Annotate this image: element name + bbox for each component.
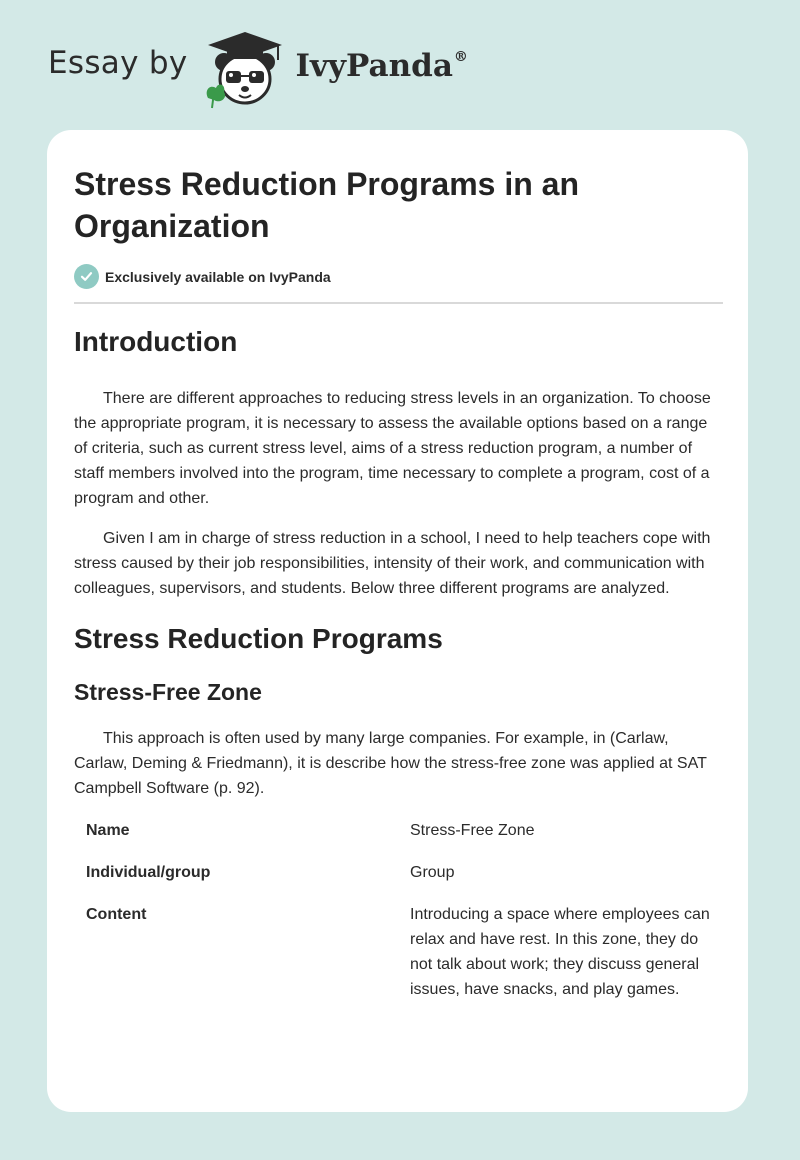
intro-paragraph-2: Given I am in charge of stress reduction in a school, I need to help teachers cope with stress caused by their job responsibilities, intensity of their work, and communication with colleagues, supervisors, and students. Below three different programs are analyzed. (74, 530, 711, 597)
essay-by-label: Essay by (48, 45, 188, 81)
registered-mark: ® (453, 48, 468, 65)
panda-graduate-logo-icon (202, 28, 288, 110)
exclusive-badge (74, 264, 331, 289)
article-card (47, 130, 748, 1112)
table-value-individual-group: Group (410, 864, 455, 881)
page-title: Stress Reduction Programs in an Organization (74, 166, 580, 244)
table-key-name: Name (86, 822, 130, 839)
table-row (74, 860, 723, 902)
programs-heading: Stress Reduction Programs (74, 623, 443, 654)
exclusive-badge-label: Exclusively available on IvyPanda (105, 268, 331, 285)
site-header (48, 28, 468, 110)
table-row (74, 902, 723, 1002)
table-key-content: Content (86, 906, 147, 923)
article-body (74, 324, 723, 1002)
program-info-table (74, 818, 723, 1002)
title-divider (74, 302, 723, 304)
stress-free-zone-heading: Stress-Free Zone (74, 679, 262, 705)
table-value-content: Introducing a space where employees can relax and have rest. In this zone, they do not talk about work; they discuss general issues, have snacks, and play games. (410, 906, 710, 998)
table-value-name: Stress-Free Zone (410, 822, 535, 839)
ivypanda-wordmark: IvyPanda® (295, 48, 468, 84)
stress-free-zone-paragraph: This approach is often used by many large companies. For example, in (Carlaw, Carlaw, Deming & Friedmann), it is describe how the stress-free zone was applied at SAT Campbell Software (p. 92). (74, 730, 707, 797)
intro-paragraph-1: There are different approaches to reducing stress levels in an organization. To choose the appropriate program, it is necessary to assess the available options based on a range of criteria, such as current stress level, aims of a stress reduction program, a number of staff members involved into the program, time necessary to complete a program, cost of a program and other. (74, 390, 711, 507)
check-circle-icon (74, 264, 99, 289)
table-key-individual-group: Individual/group (86, 864, 211, 881)
table-row (74, 818, 723, 860)
introduction-heading: Introduction (74, 326, 238, 357)
